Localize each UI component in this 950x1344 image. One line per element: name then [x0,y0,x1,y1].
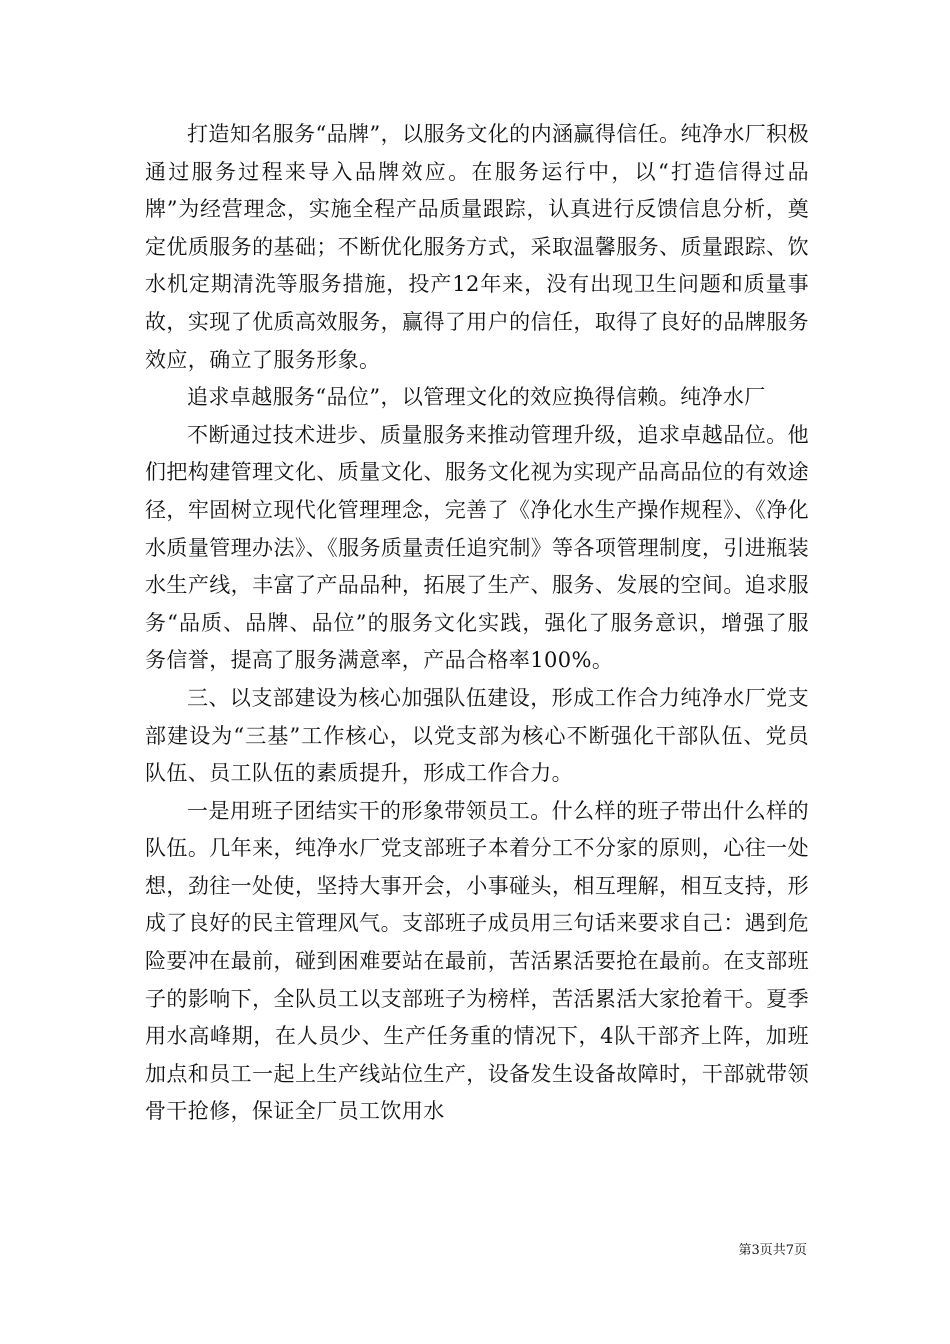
page-number-footer: 第3页共7页 [738,1243,807,1258]
paragraph-team-building: 三、以支部建设为核心加强队伍建设，形成工作合力纯净水厂党支部建设为“三基”工作核心，以党支部为核心不断强化干部队伍、党员队伍、员工队伍的素质提升，形成工作合力。 [145,685,809,786]
paragraph-management-upgrade: 不断通过技术进步、质量服务来推动管理升级，追求卓越品位。他们把构建管理文化、质量文化、服务文化视为实现产品高品位的有效途径，牢固树立现代化管理理念，完善了《净化水生产操作规程》、《净化水质量管理办法》、《服务质量责任追究制》等各项管理制度，引进瓶装水生产线，丰富了产品品种，拓展了生产、服务、发展的空间。追求服务“品质、品牌、品位”的服务文化实践，强化了服务意识，增强了服务信誉，提高了服务满意率，产品合格率100%。 [145,422,809,673]
paragraph-brand-service: 打造知名服务“品牌”，以服务文化的内涵赢得信任。纯净水厂积极通过服务过程来导入品牌效应。在服务运行中，以“打造信得过品牌”为经营理念，实施全程产品质量跟踪，认真进行反馈信息分析，奠定优质服务的基础；不断优化服务方式，采取温馨服务、质量跟踪、饮水机定期清洗等服务措施，投产12年来，没有出现卫生问题和质量事故，实现了优质高效服务，赢得了用户的信任，取得了良好的品牌服务效应，确立了服务形象。 [145,122,809,372]
paragraph-service-quality-heading: 追求卓越服务“品位”，以管理文化的效应换得信赖。纯净水厂 [187,385,766,410]
paragraph-leadership-example: 一是用班子团结实干的形象带领员工。什么样的班子带出什么样的队伍。几年来，纯净水厂党支部班子本着分工不分家的原则，心往一处想，劲往一处使，坚持大事开会，小事碰头，相互理解，相互支持，形成了良好的民主管理风气。支部班子成员用三句话来要求自己：遇到危险要冲在最前，碰到困难要站在最前，苦活累活要抢在最前。在支部班子的影响下，全队员工以支部班子为榜样，苦活累活大家抢着干。夏季用水高峰期，在人员少、生产任务重的情况下，4队干部齐上阵，加班加点和员工一起上生产线站位生产，设备发生设备故障时，干部就带领骨干抢修，保证全厂员工饮用水 [145,798,809,1124]
document-body [145,116,809,1131]
